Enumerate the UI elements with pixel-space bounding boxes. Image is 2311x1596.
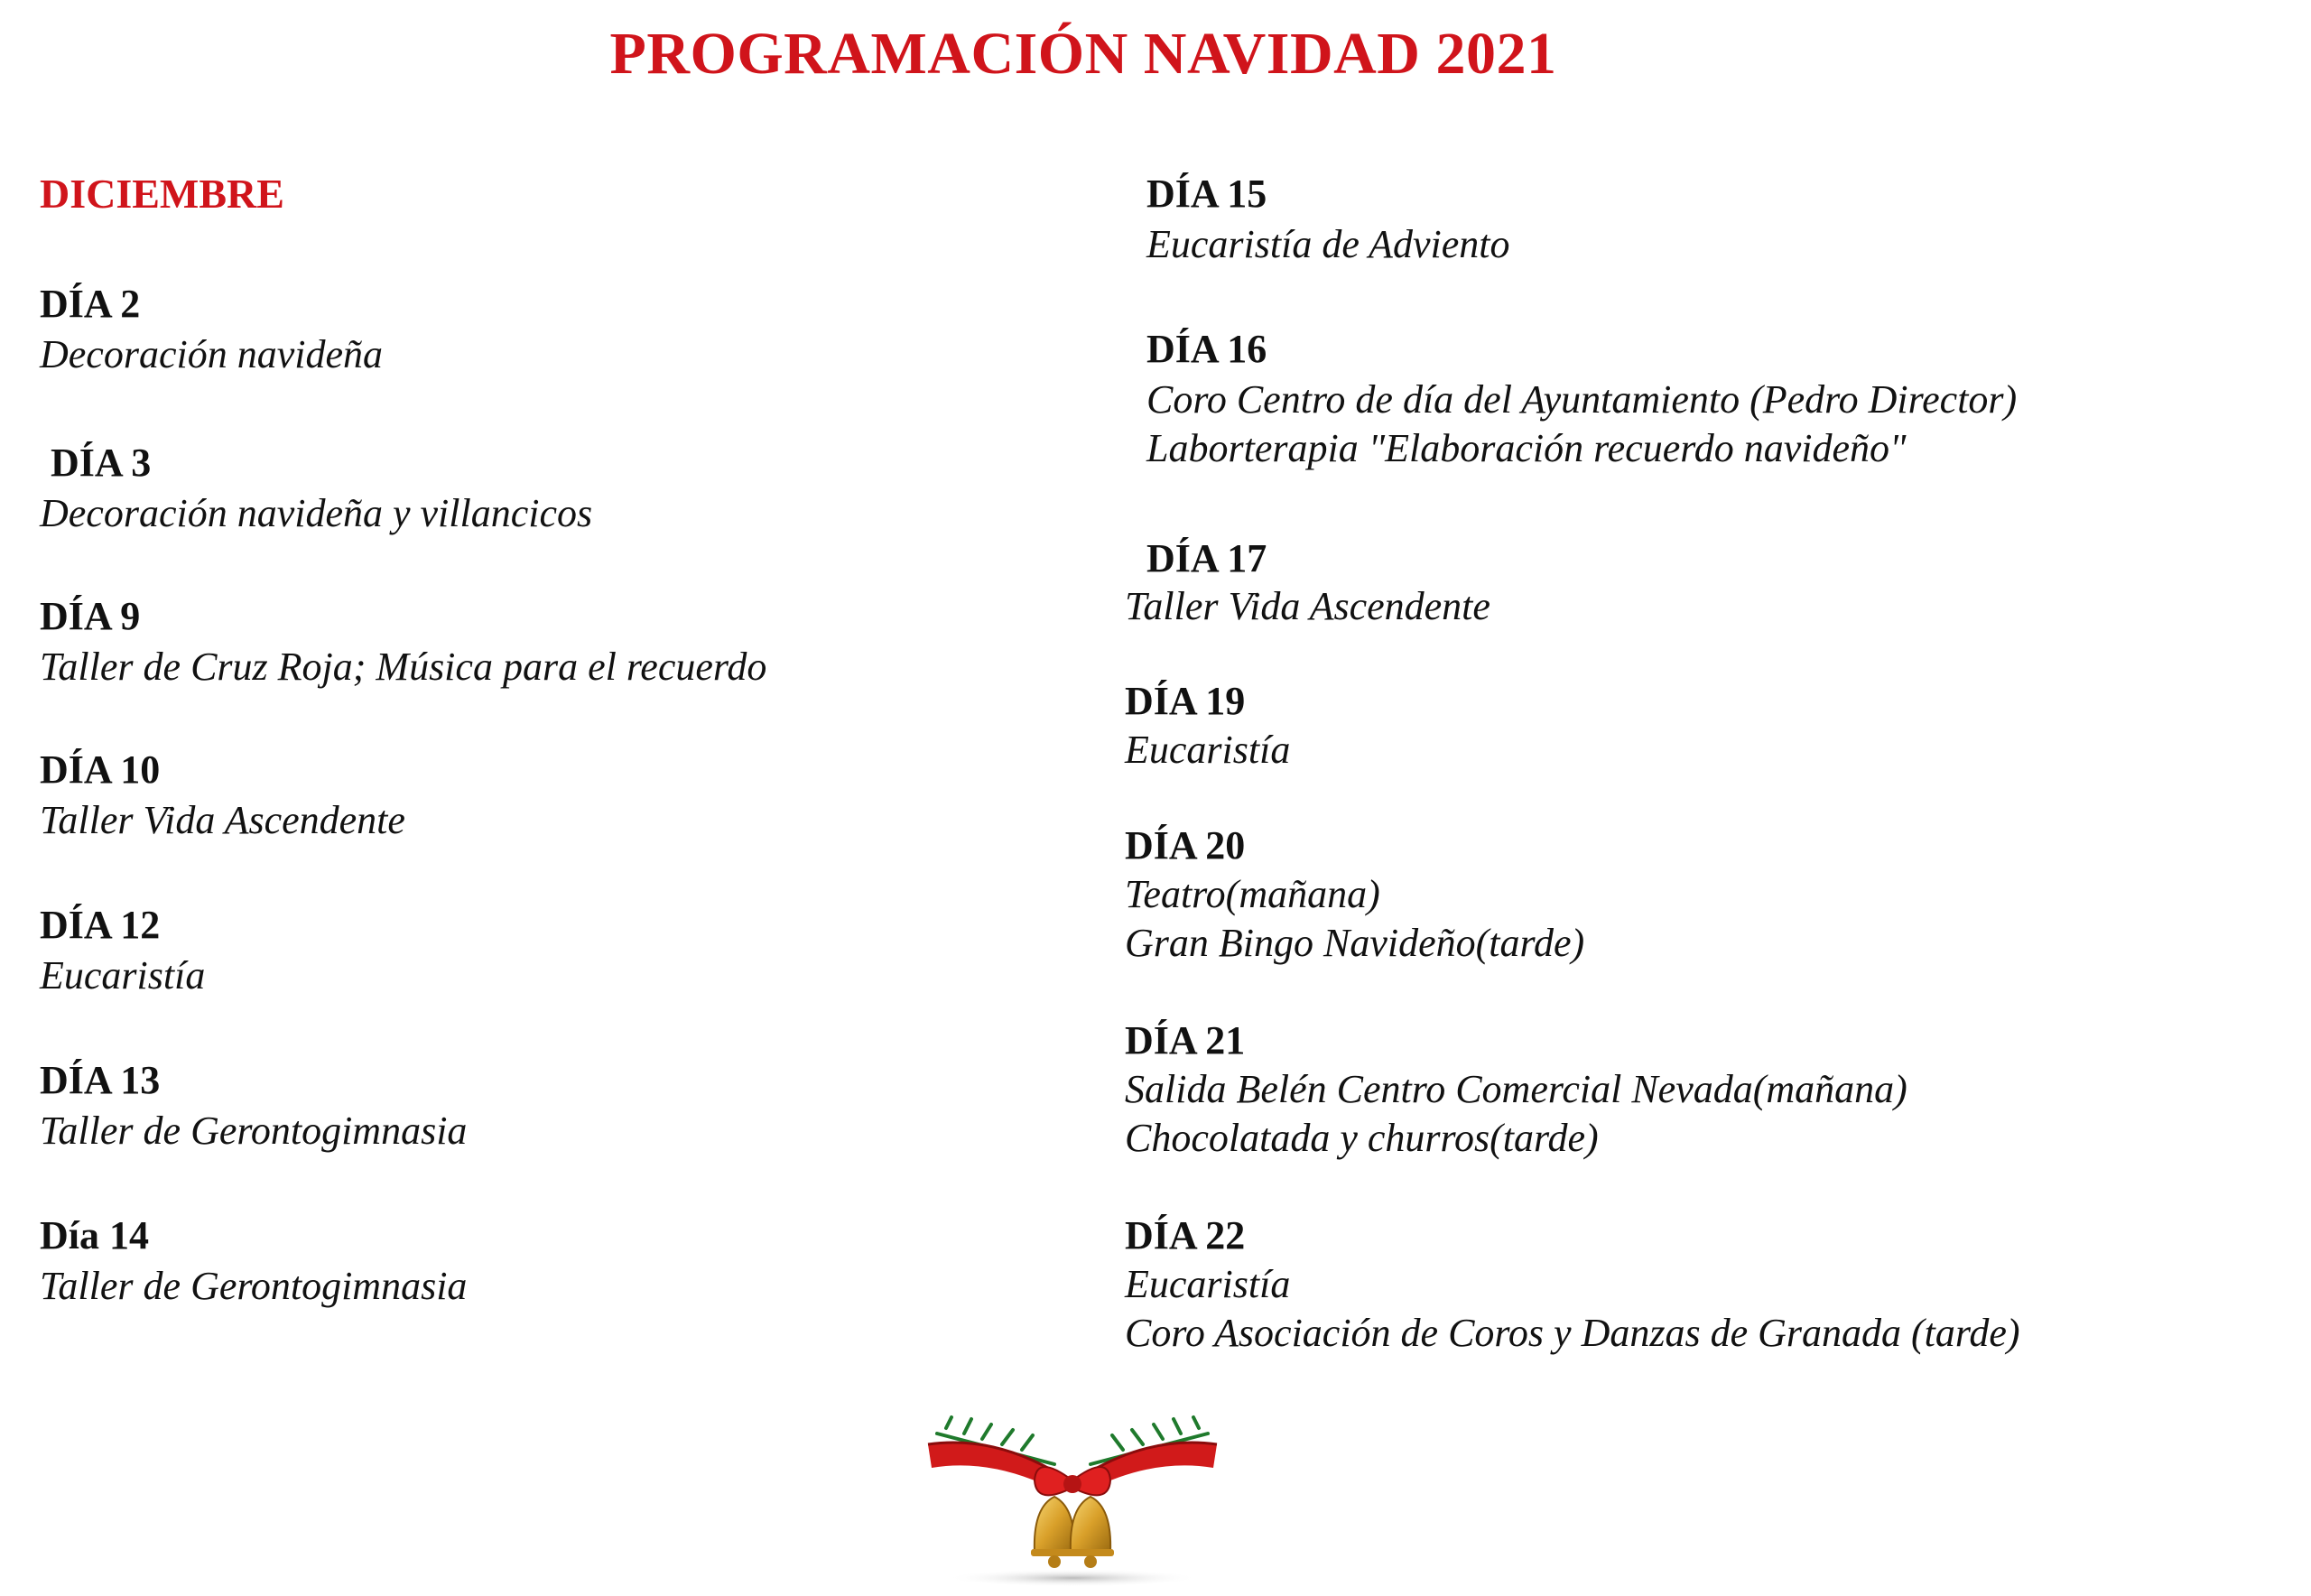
day-label: DÍA 3 xyxy=(51,441,152,485)
schedule-entry xyxy=(40,590,766,691)
activity-text: Taller de Gerontogimnasia xyxy=(40,1109,468,1153)
activity-text: Teatro(mañana) xyxy=(1125,872,1380,916)
activity-text: Gran Bingo Navideño(tarde) xyxy=(1125,921,1585,965)
day-label: DÍA 16 xyxy=(1146,327,1267,371)
day-label: DÍA 15 xyxy=(1146,172,1267,216)
activity-text: Taller de Cruz Roja; Música para el recuerdo xyxy=(40,645,767,689)
activity-text: Decoración navideña xyxy=(40,332,383,376)
day-label: DÍA 12 xyxy=(40,903,161,947)
schedule-entry xyxy=(1125,533,1490,628)
activity-text: Taller Vida Ascendente xyxy=(1125,584,1490,628)
day-label: DÍA 2 xyxy=(40,282,141,326)
activity-text: Eucaristía xyxy=(1125,728,1291,772)
schedule-entry xyxy=(40,899,205,1000)
activity-text: Taller Vida Ascendente xyxy=(40,798,405,842)
activity-text: Eucaristía xyxy=(1125,1262,1291,1306)
day-label: DÍA 19 xyxy=(1125,679,1246,723)
day-label: DÍA 13 xyxy=(40,1058,161,1102)
day-label: DÍA 17 xyxy=(1146,536,1267,580)
day-label: DÍA 22 xyxy=(1125,1213,1246,1257)
month-heading: DICIEMBRE xyxy=(40,171,284,217)
schedule-entry xyxy=(1125,1211,2020,1358)
schedule-entry xyxy=(1125,821,1584,968)
day-label: Día 14 xyxy=(40,1213,149,1257)
day-label: DÍA 21 xyxy=(1125,1018,1246,1062)
schedule-entry xyxy=(1146,168,1509,269)
activity-text: Eucaristía xyxy=(40,953,206,998)
activity-text: Coro Asociación de Coros y Danzas de Granada (tarde) xyxy=(1125,1311,2020,1355)
activity-text: Chocolatada y churros(tarde) xyxy=(1125,1116,1599,1160)
schedule-entry xyxy=(40,1210,467,1311)
day-label: DÍA 20 xyxy=(1125,823,1246,868)
christmas-bells-icon xyxy=(919,1408,1226,1589)
christmas-bells-icon xyxy=(919,1408,1226,1589)
activity-text: Coro Centro de día del Ayuntamiento (Pedro Director) xyxy=(1146,377,2018,422)
activity-text: Laborterapia "Elaboración recuerdo navideño" xyxy=(1146,426,1907,470)
schedule-entry xyxy=(40,1054,467,1155)
schedule-entry xyxy=(40,437,593,538)
schedule-entry xyxy=(1146,323,2017,473)
activity-text: Eucaristía de Adviento xyxy=(1146,222,1510,266)
day-label: DÍA 9 xyxy=(40,594,141,638)
activity-text: Decoración navideña y villancicos xyxy=(40,491,593,535)
activity-text: Salida Belén Centro Comercial Nevada(mañana) xyxy=(1125,1067,1907,1111)
page-title: PROGRAMACIÓN NAVIDAD 2021 xyxy=(609,21,1557,87)
schedule-entry xyxy=(40,744,405,845)
activity-text: Taller de Gerontogimnasia xyxy=(40,1264,468,1308)
day-label: DÍA 10 xyxy=(40,747,161,792)
schedule-entry xyxy=(1125,677,1290,775)
schedule-entry xyxy=(1125,1016,1907,1163)
schedule-entry xyxy=(40,278,383,379)
